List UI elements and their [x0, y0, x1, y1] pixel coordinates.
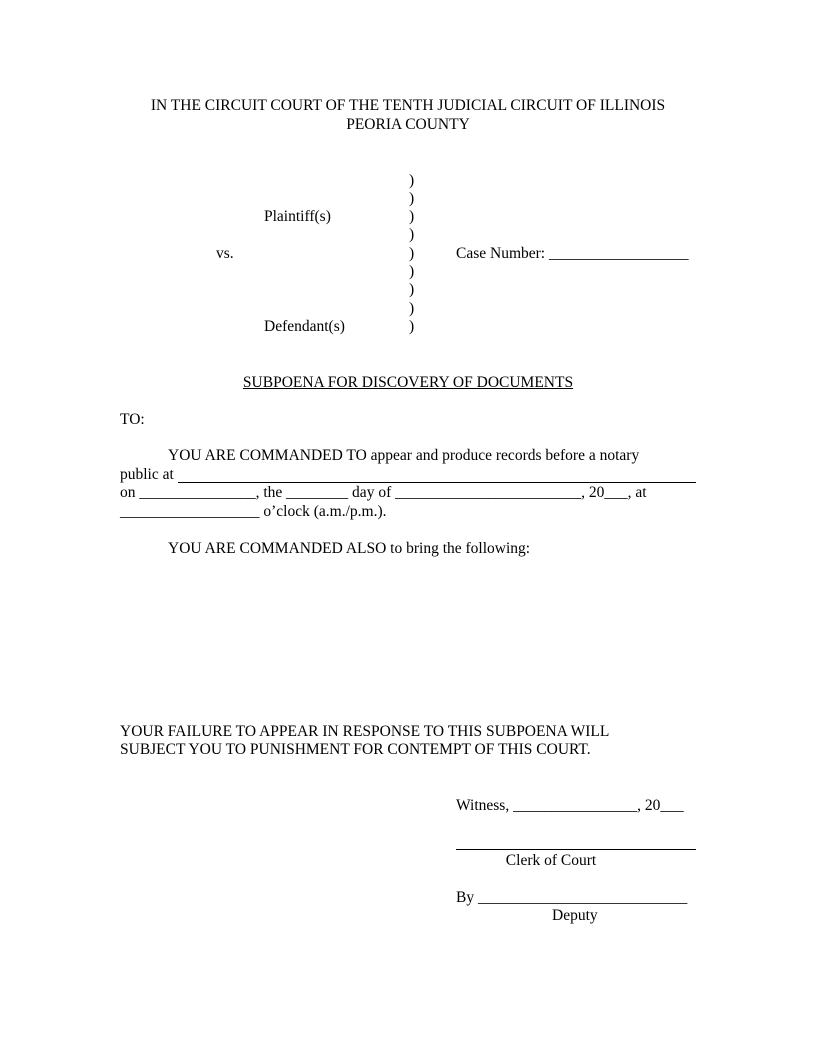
caption-paren: ): [409, 318, 415, 335]
vs-label: vs.: [216, 245, 234, 262]
command-line-1: YOU ARE COMMANDED TO appear and produce records before a notary: [168, 447, 640, 464]
notary-location-field[interactable]: [178, 482, 696, 483]
caption-paren: ): [409, 263, 415, 280]
county-heading: PEORIA COUNTY: [346, 116, 470, 133]
plaintiff-label: Plaintiff(s): [264, 208, 331, 225]
by-signature-line[interactable]: By ___________________________: [456, 889, 688, 906]
to-label: TO:: [120, 411, 145, 428]
warning-line-1: YOUR FAILURE TO APPEAR IN RESPONSE TO THIS SUBPOENA WILL: [120, 723, 610, 740]
court-heading: IN THE CIRCUIT COURT OF THE TENTH JUDICIAL CIRCUIT OF ILLINOIS: [150, 97, 666, 114]
caption-paren: ): [409, 190, 415, 207]
clerk-label: Clerk of Court: [505, 852, 597, 869]
clerk-signature-line[interactable]: [456, 849, 696, 850]
caption-paren: ): [409, 208, 415, 225]
document-title-text: SUBPOENA FOR DISCOVERY OF DOCUMENTS: [242, 374, 574, 391]
caption-paren: ): [409, 281, 415, 298]
command-also-line: YOU ARE COMMANDED ALSO to bring the following:: [168, 540, 531, 557]
case-number-field[interactable]: Case Number: __________________: [456, 245, 689, 262]
caption-paren: ): [409, 226, 415, 243]
witness-line[interactable]: Witness, ________________, 20___: [456, 797, 684, 814]
command-time-line[interactable]: __________________ o’clock (a.m./p.m.).: [120, 503, 387, 520]
caption-paren: ): [409, 300, 415, 317]
document-title: [0, 374, 816, 392]
deputy-label: Deputy: [552, 907, 598, 924]
warning-line-2: SUBJECT YOU TO PUNISHMENT FOR CONTEMPT OF THIS COURT.: [120, 741, 591, 758]
caption-paren: ): [409, 245, 415, 262]
caption-paren: ): [409, 172, 415, 189]
command-date-line[interactable]: on _______________, the ________ day of ________________________, 20___, at: [120, 484, 647, 501]
notary-location-label: public at: [120, 466, 174, 483]
defendant-label: Defendant(s): [264, 318, 345, 335]
